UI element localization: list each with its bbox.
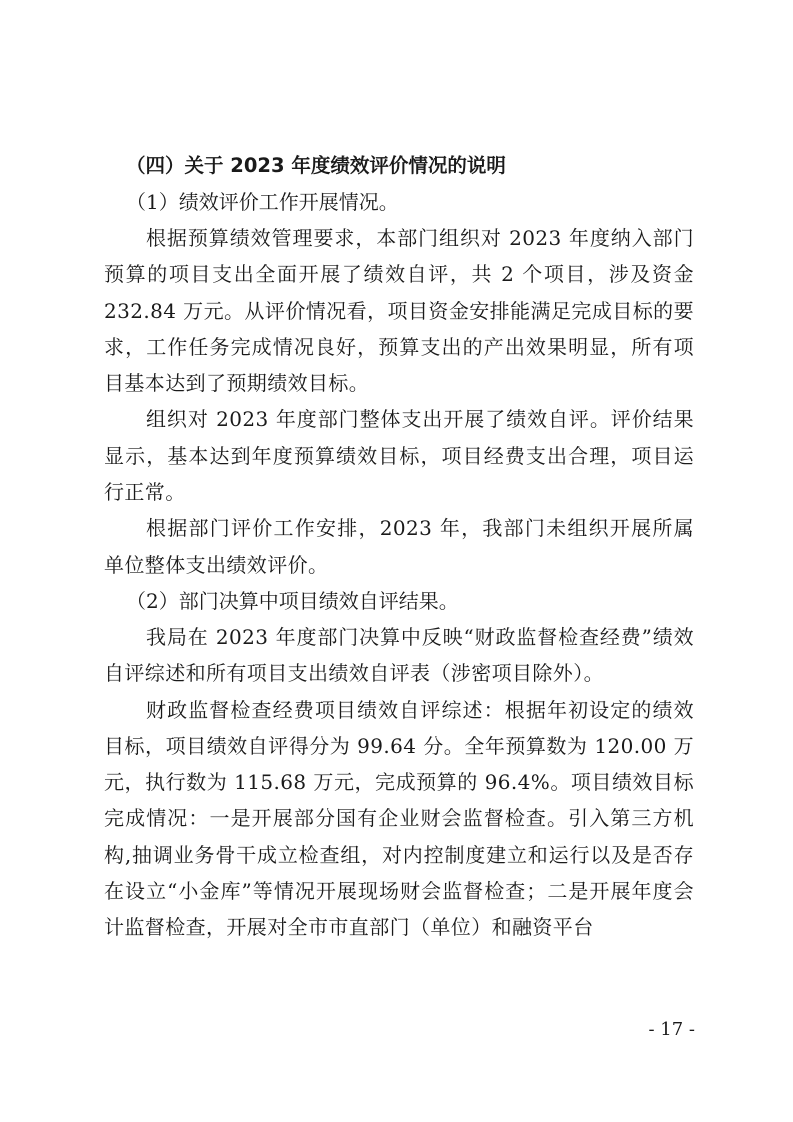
paragraph-supervision-fund-summary: 财政监督检查经费项目绩效自评综述：根据年初设定的绩效目标，项目绩效自评得分为 99.64 分。全年预算数为 120.00 万元，执行数为 115.68 万元，完成预算的 96.4%。项目绩效目标完成情况：一是开展部分国有企业财会监督检查。引入第三方机构,抽调业务骨干成立检查组，对内控制度建立和运行以及是否存在设立“小金库”等情况开展现场财会监督检查；二是开展年度会计监督检查，开展对全市市直部门（单位）和融资平台 — [104, 697, 694, 940]
document-body — [104, 148, 694, 946]
page-number: - 17 - — [648, 1019, 695, 1040]
paragraph-final-accounts-report: 我局在 2023 年度部门决算中反映“财政监督检查经费”绩效自评综述和所有项目支出绩效自评表（涉密项目除外）。 — [104, 624, 694, 686]
subsection-title-evaluation-work: （1）绩效评价工作开展情况。 — [126, 190, 399, 214]
subsection-title-self-evaluation-results: （2）部门决算中项目绩效自评结果。 — [126, 588, 459, 613]
section-heading: （四）关于 2023 年度绩效评价情况的说明 — [126, 154, 506, 177]
paragraph-subordinate-unit-evaluation: 根据部门评价工作安排，2023 年，我部门未组织开展所属单位整体支出绩效评价。 — [104, 516, 694, 577]
paragraph-overall-expenditure-evaluation: 组织对 2023 年度部门整体支出开展了绩效自评。评价结果显示，基本达到年度预算绩效目标，项目经费支出合理，项目运行正常。 — [104, 407, 694, 505]
paragraph-project-self-evaluation: 根据预算绩效管理要求，本部门组织对 2023 年度纳入部门预算的项目支出全面开展了绩效自评，共 2 个项目，涉及资金 232.84 万元。从评价情况看，项目资金安排能满足完成目标的要求，工作任务完成情况良好，预算支出的产出效果明显，所有项目基本达到了预期绩效目标。 — [104, 226, 694, 396]
